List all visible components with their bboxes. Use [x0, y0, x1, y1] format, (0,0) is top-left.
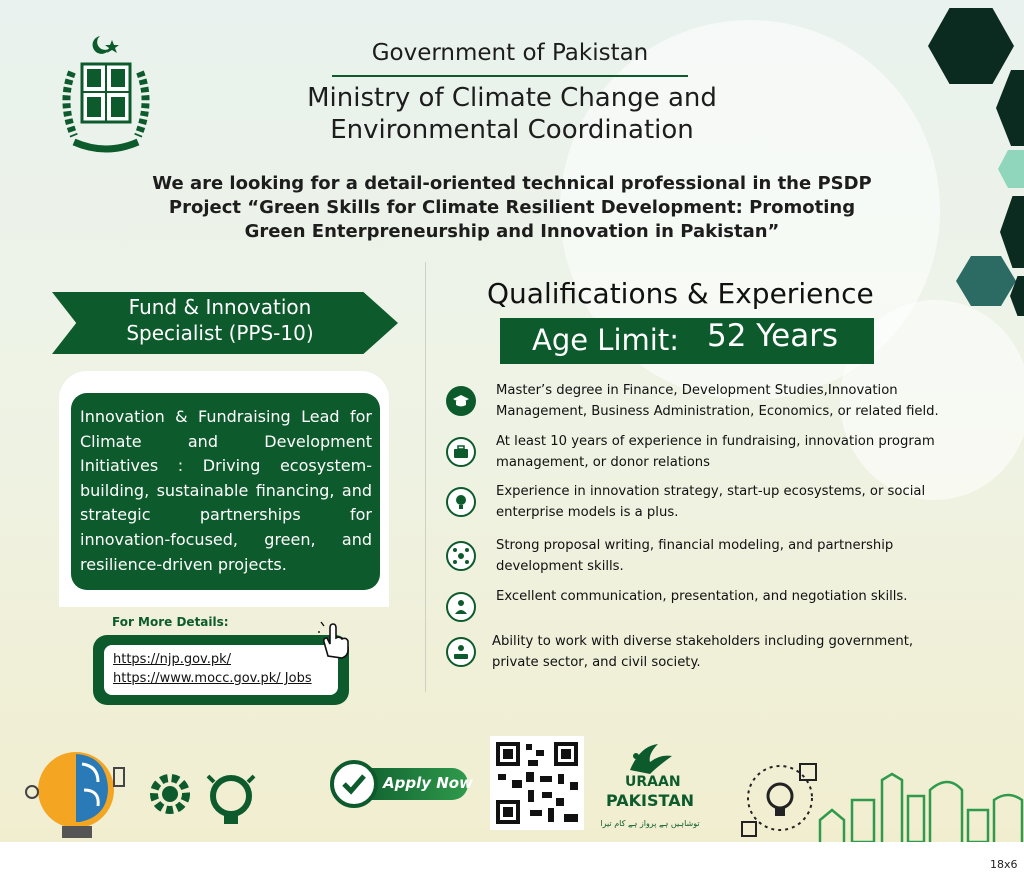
qualification-line: enterprise models is a plus. [496, 505, 679, 520]
city-skyline-icon [812, 770, 1024, 842]
intro-text [0, 172, 1024, 244]
qualification-item [444, 484, 984, 533]
qualification-line: development skills. [496, 559, 624, 574]
qualification-text [496, 586, 966, 607]
stakeholders-icon [446, 637, 476, 667]
qualification-line: Experience in innovation strategy, start-up ecosystems, or social [496, 484, 926, 499]
gear-icon [146, 770, 194, 830]
ministry-title [0, 82, 1024, 146]
qualification-text [492, 631, 962, 673]
mocc-jobs-link[interactable]: https://www.mocc.gov.pk/ Jobs [113, 671, 312, 686]
age-limit-value: 52 Years [707, 318, 839, 354]
qr-code-icon [490, 736, 584, 830]
hexagon-decoration [928, 8, 1014, 84]
qualification-text [496, 380, 966, 422]
qualification-item [444, 383, 984, 432]
briefcase-icon [446, 437, 476, 467]
ministry-title-line: Ministry of Climate Change and [307, 83, 717, 113]
qualification-line: Excellent communication, presentation, and negotiation skills. [496, 589, 908, 604]
intro-line: Green Enterpreneurship and Innovation in Pakistan” [244, 221, 780, 242]
government-title: Government of Pakistan [371, 40, 649, 66]
position-title-line: Specialist (PPS-10) [126, 321, 314, 345]
graduation-cap-icon [446, 386, 476, 416]
qualifications-heading: Qualifications & Experience [487, 277, 874, 310]
qualification-line: At least 10 years of experience in fundraising, innovation program [496, 434, 935, 449]
svg-text:توشاہیں ہے پرواز ہے کام تیرا: توشاہیں ہے پرواز ہے کام تیرا [600, 819, 700, 828]
qualification-line: management, or donor relations [496, 455, 711, 470]
qualification-text [496, 431, 966, 473]
intro-line: We are looking for a detail-oriented technical professional in the PSDP [152, 173, 872, 194]
communication-icon [446, 592, 476, 622]
hexagon-decoration [956, 256, 1016, 306]
qualification-text [496, 481, 966, 523]
network-icon [446, 541, 476, 571]
uraan-logo-text: PAKISTAN [606, 791, 694, 810]
uraan-logo-text: URAAN [625, 774, 681, 790]
qualification-item [444, 434, 984, 483]
intro-line: Project “Green Skills for Climate Resilient Development: Promoting [168, 197, 856, 218]
qualification-item [444, 634, 984, 683]
qualification-text [496, 535, 966, 577]
pointing-hand-icon [318, 620, 354, 660]
position-title [70, 294, 370, 346]
title-divider [332, 75, 688, 77]
ministry-title-line: Environmental Coordination [330, 115, 694, 145]
position-title-line: Fund & Innovation [128, 295, 312, 319]
checkmark-icon [330, 760, 378, 808]
size-label: 18x6 [990, 858, 1018, 871]
apply-now-label[interactable]: Apply Now [383, 774, 473, 792]
qualification-item [444, 538, 984, 587]
lightbulb-icon [446, 487, 476, 517]
qualification-line: Master’s degree in Finance, Development Studies,Innovation [496, 383, 898, 398]
creative-brain-icon [10, 730, 130, 842]
position-description: Innovation & Fundraising Lead for Climate and Development Initiatives : Driving ecosystem-building, sustainable financing, and strategic partnerships for innovation-focused, green, and resilience-driven projects. [80, 407, 372, 574]
qualification-line: Management, Business Administration, Economics, or related field. [496, 404, 939, 419]
details-label: For More Details: [112, 615, 229, 629]
column-divider [425, 262, 426, 692]
qualification-line: private sector, and civil society. [492, 655, 701, 670]
innovation-lightbulb-icon [200, 766, 262, 838]
qualification-line: Ability to work with diverse stakeholders including government, [492, 634, 914, 649]
age-limit-label: Age Limit: [532, 323, 679, 357]
njp-link[interactable]: https://njp.gov.pk/ [113, 652, 232, 667]
qualification-line: Strong proposal writing, financial modeling, and partnership [496, 538, 894, 553]
